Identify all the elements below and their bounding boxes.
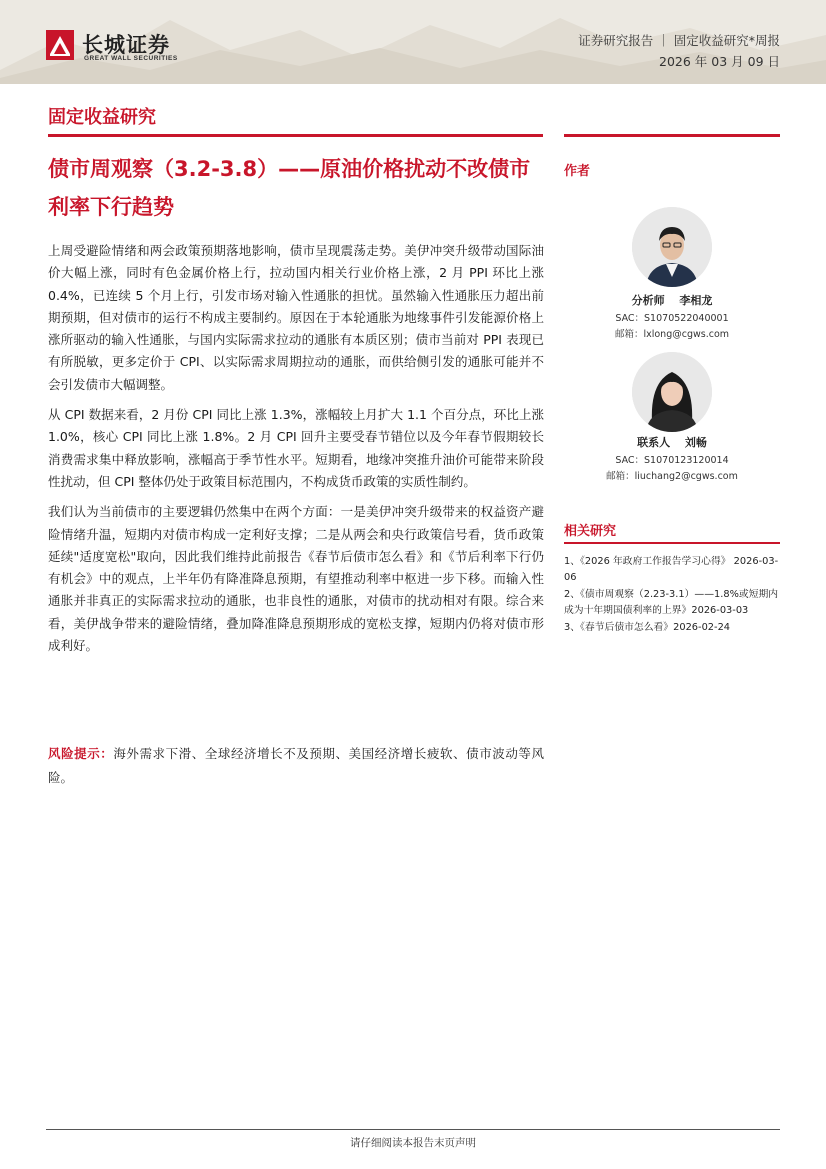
body-paragraph-3: 我们认为当前债市的主要逻辑仍然集中在两个方面：一是美伊冲突升级带来的权益资产避险情绪升温，短期内对债市构成一定利好支撑；二是从两会和央行政策信号看，货币政策延续"适度宽松"取向，因此我们维持此前报告《春节后债市怎么看》和《节后利率下行仍有机会》中的观点，上半年仍有降准降息预期，有望推动利率中枢进一步下移。而输入性通胀并非真正的实际需求拉动的通胀，也非良性的通胀，对债市的扰动相对有限。综合来看，美伊战争带来的避险情绪，叠加降准降息预期形成的宽松支撑，短期内仍将对债市形成利好。 (48, 504, 544, 654)
footer-disclaimer: 请仔细阅读本报告末页声明 (350, 1137, 476, 1149)
related-divider (564, 542, 780, 544)
footer-divider (46, 1129, 780, 1130)
analyst-sac: SAC：S1070522040001 (615, 313, 729, 324)
great-wall-logo-icon (46, 30, 74, 60)
report-title: 债市周观察（3.2-3.8）——原油价格扰动不改债市利率下行趋势 (48, 157, 531, 219)
report-date: 2026 年 03 月 09 日 (659, 54, 780, 69)
related-item[interactable]: 2、《债市周观察（2.23-3.1）——1.8%或短期内成为十年期国债利率的上界》2026-03-03 (564, 589, 779, 616)
divider-main (48, 134, 543, 137)
divider-sidebar (564, 134, 780, 137)
related-heading: 相关研究 (564, 524, 617, 539)
risk-warning (48, 742, 544, 790)
body-paragraph-2: 从 CPI 数据来看，2 月份 CPI 同比上涨 1.3%，涨幅较上月扩大 1.1 个百分点，环比上涨 1.0%，核心 CPI 同比上涨 1.8%。2 月 CPI 回升主要受春节错位以及今年春节假期较长消费需求集中释放影响，涨幅高于季节性水平。短期看，地缘冲突推升油价可能带来阶段性扰动，但 CPI 整体仍处于政策目标范围内，不构成货币政策的实质性制约。 (48, 407, 544, 489)
contact-avatar (632, 352, 712, 432)
analyst-name: 分析师 李相龙 (631, 294, 713, 307)
body-paragraph-1: 上周受避险情绪和两会政策预期落地影响，债市呈现震荡走势。美伊冲突升级带动国际油价大幅上涨，同时有色金属价格上行，拉动国内相关行业价格上涨，2 月 PPI 环比上涨 0.4%，已连续 5 个月上行，引发市场对输入性通胀的担忧。虽然输入性通胀压力超出前期预期，但对债市的运行不构成主要制约。原因在于本轮通胀为地缘事件引发能源价格上涨所驱动的输入性通胀，与国内实际需求拉动的通胀有本质区别；债市当前对 PPI 表现已有所脱敏，更多定价于 CPI、以实际需求周期拉动的通胀，而供给侧引发的通胀可能并不会引发债市大幅调整。 (48, 243, 544, 392)
report-body (48, 240, 544, 665)
page-header (0, 0, 826, 84)
section-label: 固定收益研究 (48, 107, 156, 128)
contact-portrait-icon (632, 352, 712, 432)
contact-email[interactable]: 邮箱：liuchang2@cgws.com (606, 471, 738, 482)
analyst-portrait-icon (632, 207, 712, 287)
brand-name-cn: 长城证券 (82, 33, 170, 57)
contact-name: 联系人 刘畅 (637, 436, 707, 449)
related-list (564, 554, 780, 638)
contact-sac: SAC：S1070123120014 (615, 455, 729, 466)
risk-label: 风险提示： (48, 746, 114, 761)
author-heading: 作者 (564, 164, 591, 179)
related-item[interactable]: 1、《2026 年政府工作报告学习心得》 2026-03-06 (564, 556, 779, 583)
related-item[interactable]: 3、《春节后债市怎么看》2026-02-24 (564, 622, 731, 633)
report-type: 证券研究报告 ｜ 固定收益研究*周报 (578, 33, 780, 48)
risk-text: 海外需求下滑、全球经济增长不及预期、美国经济增长疲软、债市波动等风险。 (48, 746, 544, 785)
brand-name-en: GREAT WALL SECURITIES (84, 55, 178, 62)
analyst-avatar (632, 207, 712, 287)
analyst-email[interactable]: 邮箱：lxlong@cgws.com (614, 329, 730, 340)
